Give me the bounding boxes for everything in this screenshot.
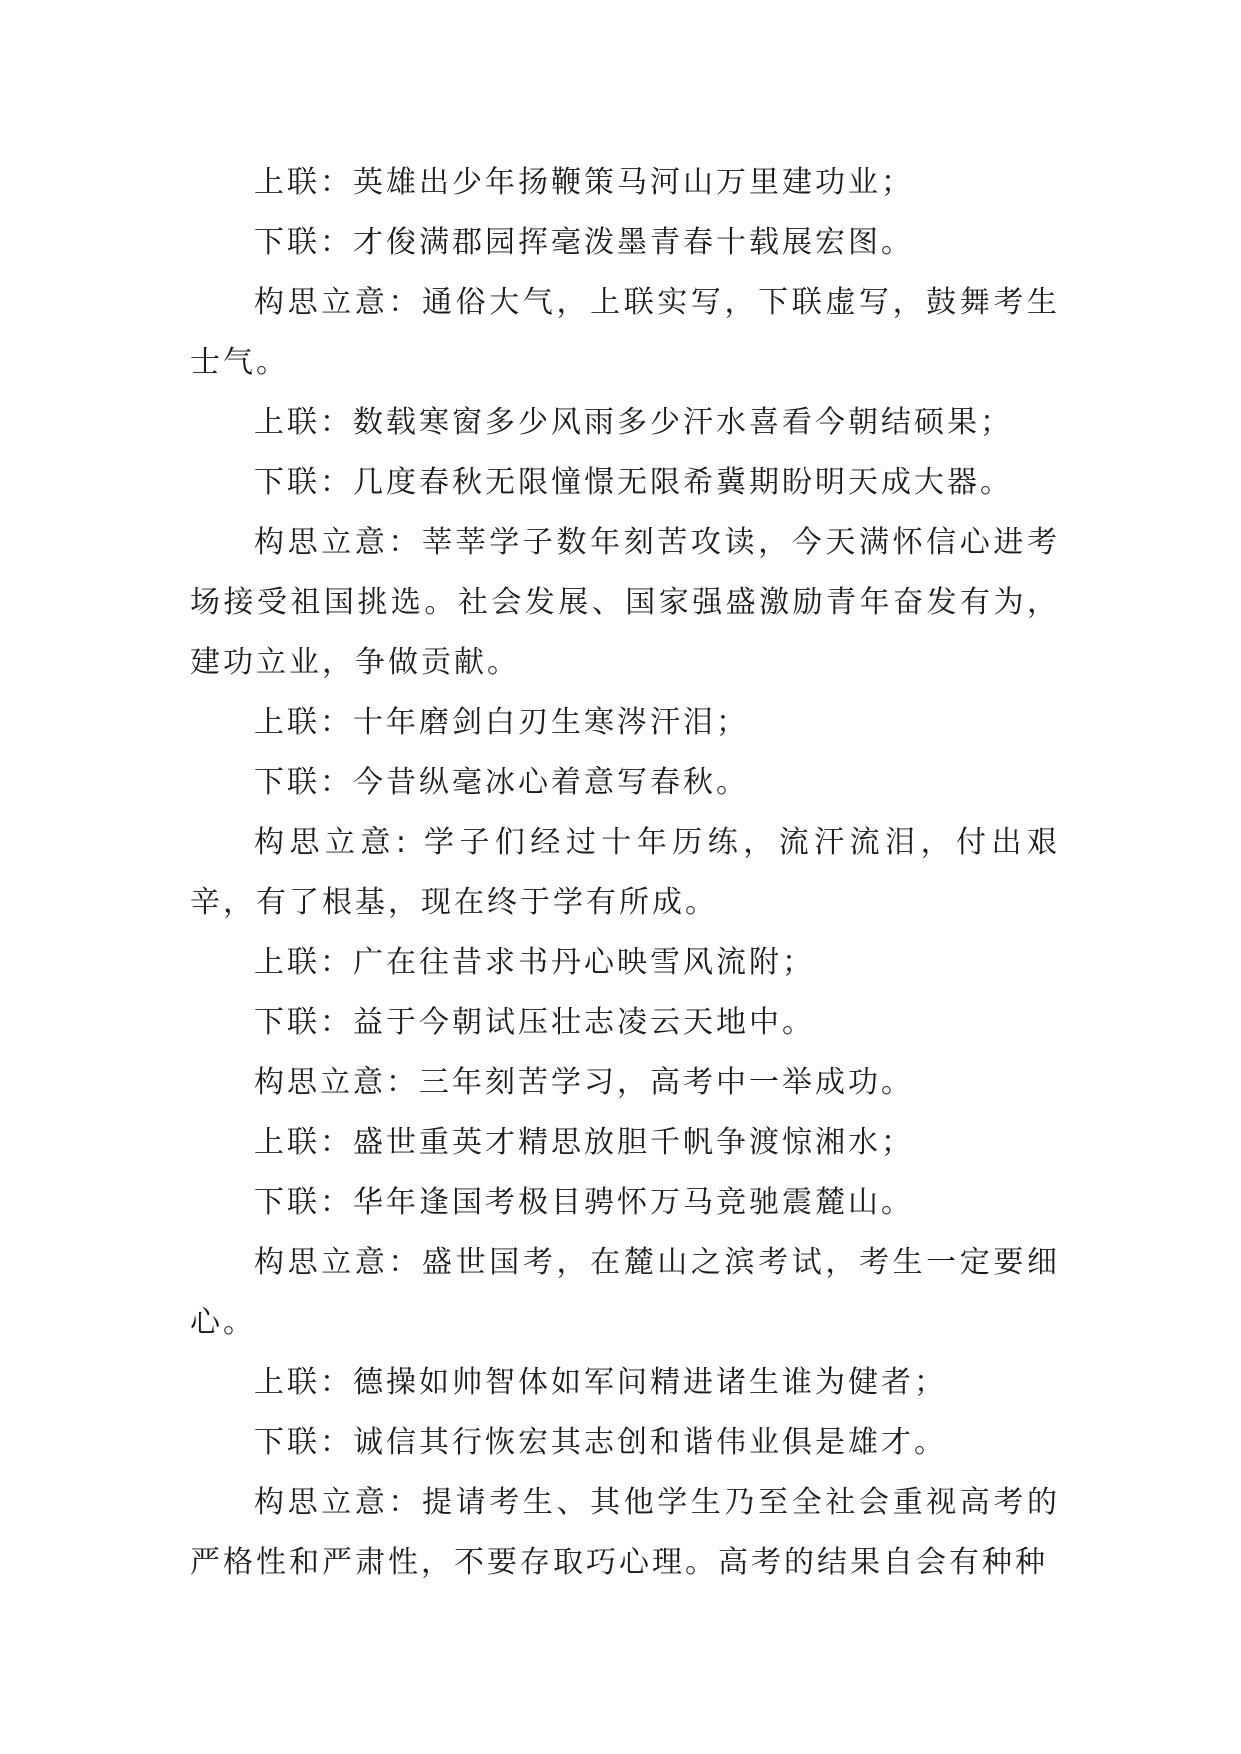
paragraph-lower-couplet: 下联：才俊满郡园挥毫泼墨青春十载展宏图。	[254, 225, 914, 260]
paragraph-lower-couplet: 下联：今昔纵毫冰心着意写春秋。	[254, 765, 749, 800]
paragraph-upper-couplet: 上联：英雄出少年扬鞭策马河山万里建功业；	[254, 165, 914, 200]
paragraph-upper-couplet: 上联：德操如帅智体如军问精进诸生谁为健者；	[254, 1365, 947, 1400]
paragraph-concept: 构思立意：盛世国考，在麓山之滨考试，考生一定要细心。	[190, 1245, 1060, 1340]
paragraph-concept: 构思立意：三年刻苦学习，高考中一举成功。	[254, 1065, 914, 1100]
paragraph-lower-couplet: 下联：益于今朝试压壮志凌云天地中。	[254, 1005, 815, 1040]
paragraph-concept: 构思立意：提请考生、其他学生乃至全社会重视高考的严格性和严肃性，不要存取巧心理。高考的结果自会有种种	[190, 1485, 1060, 1580]
paragraph-upper-couplet: 上联：广在往昔求书丹心映雪风流附；	[254, 945, 815, 980]
paragraph-upper-couplet: 上联：十年磨剑白刃生寒涔汗泪；	[254, 705, 749, 740]
document-body	[190, 153, 1060, 1593]
paragraph-concept: 构思立意：通俗大气，上联实写，下联虚写，鼓舞考生士气。	[190, 285, 1060, 380]
paragraph-concept: 构思立意：莘莘学子数年刻苦攻读，今天满怀信心进考场接受祖国挑选。社会发展、国家强盛激励青年奋发有为，建功立业，争做贡献。	[190, 525, 1060, 680]
paragraph-lower-couplet: 下联：华年逢国考极目骋怀万马竞驰震麓山。	[254, 1185, 914, 1220]
paragraph-lower-couplet: 下联：诚信其行恢宏其志创和谐伟业俱是雄才。	[254, 1425, 947, 1460]
paragraph-upper-couplet: 上联：盛世重英才精思放胆千帆争渡惊湘水；	[254, 1125, 914, 1160]
paragraph-lower-couplet: 下联：几度春秋无限憧憬无限希冀期盼明天成大器。	[254, 465, 1013, 500]
paragraph-upper-couplet: 上联：数载寒窗多少风雨多少汗水喜看今朝结硕果；	[254, 405, 1013, 440]
paragraph-concept: 构思立意: 学子们经过十年历练，流汗流泪，付出艰辛，有了根基，现在终于学有所成。	[190, 825, 1060, 920]
